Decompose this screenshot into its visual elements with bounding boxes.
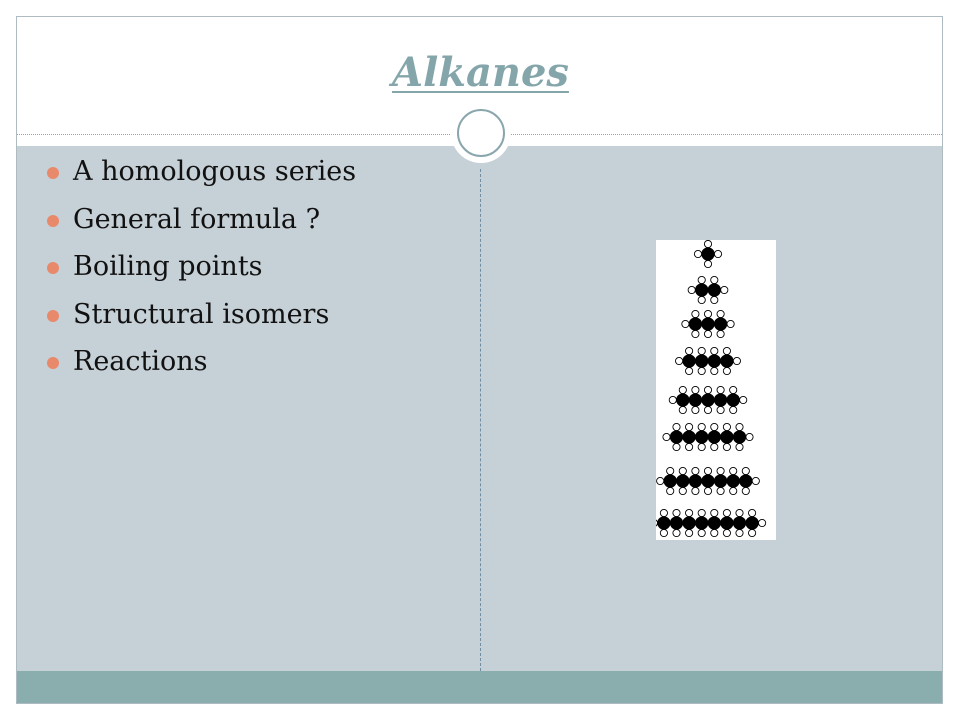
hydrogen-atom [730,386,737,393]
slide [16,16,943,704]
hydrogen-atom [717,310,724,317]
carbon-atom [696,517,708,529]
hydrogen-atom [692,467,699,474]
hydrogen-atom [667,467,674,474]
hydrogen-atom [759,519,766,526]
carbon-atom [721,431,733,443]
carbon-atom [702,394,714,406]
bullet-text: A homologous series [73,156,357,187]
hydrogen-atom [673,509,680,516]
hydrogen-atom [711,296,718,303]
hydrogen-atom [717,406,724,413]
hydrogen-atom [667,487,674,494]
hydrogen-atom [736,443,743,450]
hydrogen-atom [698,276,705,283]
carbon-atom [658,517,670,529]
hydrogen-atom [704,487,711,494]
hydrogen-atom [711,509,718,516]
hydrogen-atom [673,443,680,450]
hydrogen-atom [736,529,743,536]
carbon-atom [746,517,758,529]
hydrogen-atom [723,347,730,354]
hydrogen-atom [692,406,699,413]
carbon-atom [696,284,708,296]
hydrogen-atom [730,487,737,494]
hydrogen-atom [717,467,724,474]
circle-ring [457,109,505,157]
alkane-molecules-image [656,240,776,540]
hydrogen-atom [727,320,734,327]
carbon-atom [708,431,720,443]
carbon-atom [708,284,720,296]
carbon-atom [696,431,708,443]
carbon-atom [714,318,726,330]
hydrogen-atom [711,367,718,374]
hydrogen-atom [730,406,737,413]
carbon-atom [714,394,726,406]
carbon-atom [721,517,733,529]
hydrogen-atom [698,296,705,303]
list-item [47,247,356,295]
hydrogen-atom [733,357,740,364]
carbon-atom [683,517,695,529]
carbon-atom [727,475,739,487]
hydrogen-atom [711,423,718,430]
hydrogen-atom [752,477,759,484]
bullet-dot-icon [47,310,59,322]
bullet-text: General formula ? [73,203,321,235]
carbon-atom [664,475,676,487]
bullet-dot-icon [47,215,59,227]
hydrogen-atom [660,509,667,516]
hydrogen-atom [694,250,701,257]
hydrogen-atom [704,330,711,337]
bullet-dot-icon [47,357,59,369]
hydrogen-atom [742,467,749,474]
hydrogen-atom [704,240,711,247]
slide-title: Alkanes [392,49,569,96]
hydrogen-atom [698,509,705,516]
hydrogen-atom [673,529,680,536]
carbon-atom [702,318,714,330]
carbon-atom [740,475,752,487]
hydrogen-atom [704,310,711,317]
carbon-atom [683,431,695,443]
carbon-atom [689,318,701,330]
hydrogen-atom [698,529,705,536]
bullet-list [47,152,356,390]
hydrogen-atom [721,286,728,293]
bullet-text: Reactions [73,346,208,377]
hydrogen-atom [749,509,756,516]
hydrogen-atom [688,286,695,293]
hydrogen-atom [723,509,730,516]
hydrogen-atom [698,347,705,354]
bullet-dot-icon [47,262,59,274]
carbon-atom [733,517,745,529]
hydrogen-atom [686,347,693,354]
hydrogen-atom [711,276,718,283]
list-item [47,295,356,343]
hydrogen-atom [673,423,680,430]
hydrogen-atom [711,529,718,536]
hydrogen-atom [704,467,711,474]
hydrogen-atom [657,477,664,484]
hydrogen-atom [686,367,693,374]
list-item [47,152,356,200]
list-item [47,200,356,248]
bullet-text: Boiling points [73,251,263,282]
carbon-atom [708,517,720,529]
hydrogen-atom [723,443,730,450]
bullet-dot-icon [47,167,59,179]
hydrogen-atom [742,487,749,494]
hydrogen-atom [723,367,730,374]
carbon-atom [702,248,714,260]
hydrogen-atom [717,330,724,337]
carbon-atom [670,517,682,529]
hydrogen-atom [679,386,686,393]
hydrogen-atom [736,509,743,516]
carbon-atom [727,394,739,406]
carbon-atom [670,431,682,443]
hydrogen-atom [679,467,686,474]
hydrogen-atom [749,529,756,536]
hydrogen-atom [736,423,743,430]
hydrogen-atom [711,443,718,450]
hydrogen-atom [730,467,737,474]
hydrogen-atom [686,509,693,516]
carbon-atom [708,355,720,367]
carbon-atom [721,355,733,367]
carbon-atom [702,475,714,487]
hydrogen-atom [704,260,711,267]
alkane-ball-and-stick-icon [656,240,776,540]
hydrogen-atom [711,347,718,354]
hydrogen-atom [660,529,667,536]
hydrogen-atom [679,487,686,494]
column-divider [480,169,481,671]
hydrogen-atom [704,386,711,393]
list-item [47,342,356,390]
hydrogen-atom [714,250,721,257]
hydrogen-atom [682,320,689,327]
carbon-atom [677,394,689,406]
hydrogen-atom [679,406,686,413]
carbon-atom [714,475,726,487]
hydrogen-atom [698,367,705,374]
hydrogen-atom [686,443,693,450]
circle-ornament-icon [451,103,511,163]
hydrogen-atom [723,423,730,430]
hydrogen-atom [663,433,670,440]
hydrogen-atom [746,433,753,440]
hydrogen-atom [717,487,724,494]
carbon-atom [689,475,701,487]
hydrogen-atom [698,423,705,430]
hydrogen-atom [704,406,711,413]
carbon-atom [689,394,701,406]
hydrogen-atom [723,529,730,536]
hydrogen-atom [692,330,699,337]
hydrogen-atom [686,423,693,430]
hydrogen-atom [676,357,683,364]
hydrogen-atom [692,386,699,393]
hydrogen-atom [692,487,699,494]
hydrogen-atom [717,386,724,393]
carbon-atom [677,475,689,487]
hydrogen-atom [698,443,705,450]
hydrogen-atom [740,396,747,403]
carbon-atom [683,355,695,367]
hydrogen-atom [686,529,693,536]
bullet-text: Structural isomers [73,298,330,330]
hydrogen-atom [669,396,676,403]
carbon-atom [696,355,708,367]
footer-band [17,671,943,704]
hydrogen-atom [692,310,699,317]
carbon-atom [733,431,745,443]
